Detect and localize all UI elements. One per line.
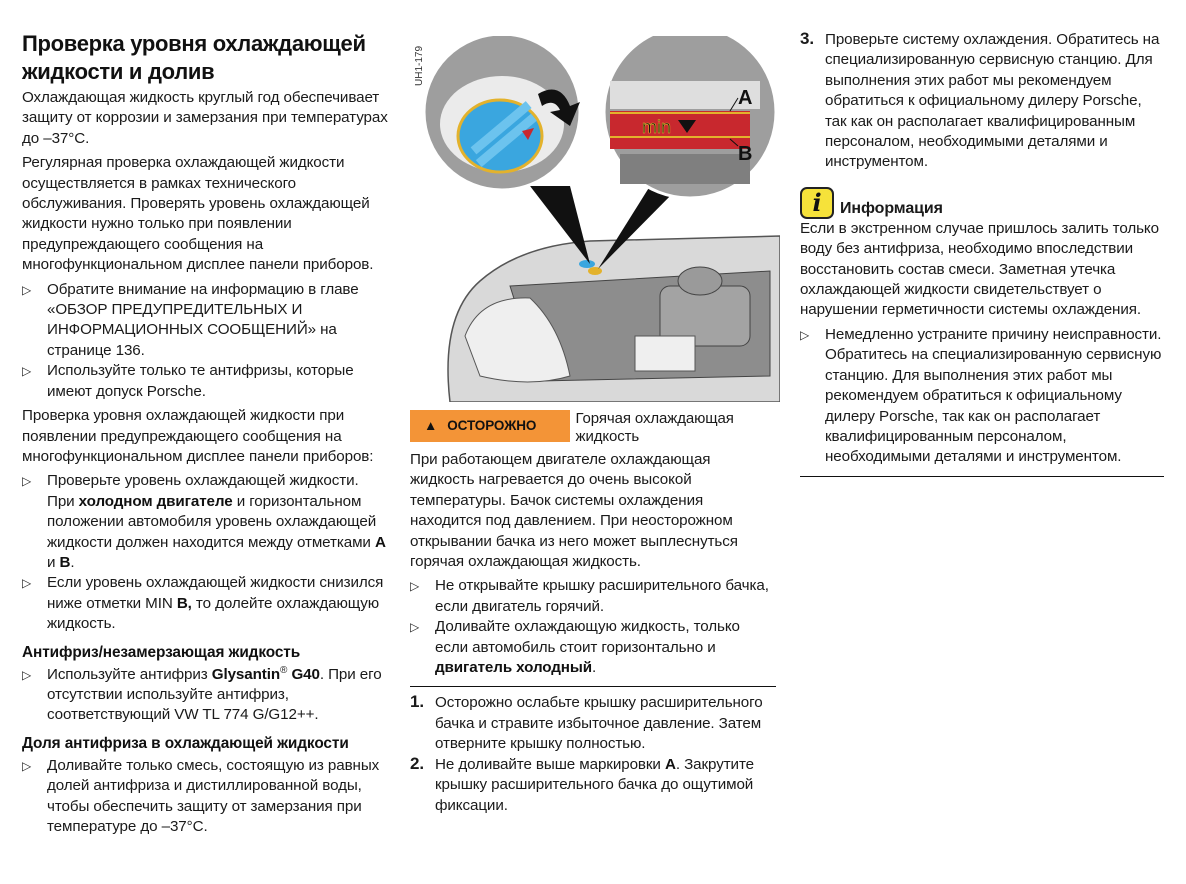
bullet-item: ▷ Доливайте охлаждающую жидкость, только если автомобиль стоит горизонтально и двигатель холодный. — [410, 618, 740, 677]
column-right — [800, 30, 1164, 483]
bullet-item: ▷ Используйте антифриз Glysantin® G40. При его отсутствии используйте антифриз, соответствующий VW TL 774 G/G12++. — [22, 664, 382, 724]
page-title: Проверка уровня охлаждающей жидкости и долив — [22, 31, 366, 84]
bullet-item: ▷ Не открывайте крышку расширительного бачка, если двигатель горячий. — [410, 577, 769, 615]
marker-a: A — [738, 87, 753, 109]
intro-paragraph: Охлаждающая жидкость круглый год обеспечивает защиту от коррозии и замерзания при температурах до –37°C. — [22, 89, 388, 147]
check-paragraph: Проверка уровня охлаждающей жидкости при появлении предупреждающего сообщения на многофункциональном дисплее панели приборов: — [22, 407, 374, 465]
caution-badge: ▲ ОСТОРОЖНО — [410, 410, 570, 442]
column-middle — [410, 0, 776, 816]
min-label: min — [642, 117, 672, 137]
warning-triangle-icon: ▲ — [424, 417, 438, 433]
triangle-bullet-icon: ▷ — [22, 576, 32, 591]
triangle-bullet-icon: ▷ — [410, 579, 420, 594]
bullet-item: ▷ Используйте только те антифризы, которые имеют допуск Porsche. — [22, 362, 354, 400]
figure-code: UH1-179 — [414, 45, 425, 86]
triangle-bullet-icon: ▷ — [22, 474, 32, 489]
triangle-bullet-icon: ▷ — [22, 667, 32, 682]
bullet-item: ▷ Если уровень охлаждающей жидкости снизился ниже отметки MIN B, то долейте охлаждающую жидкость. — [22, 574, 384, 633]
caution-text: При работающем двигателе охлаждающая жидкость нагревается до очень высокой температуры. Бачок системы охлаждения находится под давлением. При неосторожном открывании бачка из него может выплеснуться горячая охлаждающая жидкость. — [410, 451, 738, 571]
info-icon: i — [800, 187, 834, 219]
triangle-bullet-icon: ▷ — [800, 327, 810, 342]
step-3: 3. Проверьте систему охлаждения. Обратитесь на специализированную сервисную станцию. Для выполнения этих работ мы рекомендуем обратиться к официальному дилеру Porsche, так как он располагает квалифицированным персоналом, необходимыми деталями и инструментом. — [800, 29, 1160, 171]
divider — [800, 476, 1164, 477]
info-header — [800, 187, 1164, 219]
triangle-bullet-icon: ▷ — [22, 364, 32, 379]
divider — [410, 686, 776, 687]
triangle-bullet-icon: ▷ — [410, 620, 420, 635]
column-left — [22, 0, 390, 837]
info-title: Информация — [840, 199, 943, 217]
bullet-item: ▷ Обратите внимание на информацию в главе «ОБЗОР ПРЕДУПРЕДИТЕЛЬНЫХ И ИНФОРМАЦИОННЫХ СООБЩЕНИЙ» на странице 136. — [22, 280, 359, 359]
caution-title: Горячая охлаждающая жидкость — [575, 410, 734, 445]
caution-block — [410, 410, 776, 446]
marker-b: B — [738, 143, 753, 165]
step-2: 2. Не доливайте выше маркировки A. Закрутите крышку расширительного бачка до ощутимой фиксации. — [410, 753, 754, 814]
step-1: 1. Осторожно ослабьте крышку расширительного бачка и стравите избыточное давление. Затем отверните крышку полностью. — [410, 692, 763, 753]
maintenance-paragraph: Регулярная проверка охлаждающей жидкости осуществляется в рамках технического обслуживания. Проверять уровень охлаждающей жидкости нужно только при появлении предупреждающего сообщения на многофункциональном дисплее панели приборов. — [22, 154, 374, 274]
bullet-item: ▷ Доливайте только смесь, состоящую из равных долей антифриза и дистиллированной воды, чтобы обеспечить защиту от замерзания при температуре до –37°C. — [22, 756, 380, 835]
triangle-bullet-icon: ▷ — [22, 758, 32, 773]
triangle-bullet-icon: ▷ — [22, 282, 32, 297]
section-heading-antifreeze: Антифриз/незамерзающая жидкость — [22, 643, 301, 661]
bullet-item: ▷ Немедленно устраните причину неисправности. Обратитесь на специализированную сервисную станцию. Для выполнения этих работ мы рекомендуем обратиться к официальному дилеру Porsche, так как он располагает квалифицированным персоналом, необходимыми деталями и инструментом. — [800, 325, 1162, 466]
bullet-item: ▷ Проверьте уровень охлаждающей жидкости. При холодном двигателе и горизонтальном положении автомобиля уровень охлаждающей жидкости должен находится между отметками A и B. — [22, 472, 386, 571]
info-text: Если в экстренном случае пришлось залить только воду без антифриза, необходимо впоследствии восстановить состав смеси. Заметная утечка охлаждающей жидкости свидетельствует о нарушении герметичности системы охлаждения. — [800, 219, 1159, 319]
section-heading-ratio: Доля антифриза в охлаждающей жидкости — [22, 734, 349, 752]
